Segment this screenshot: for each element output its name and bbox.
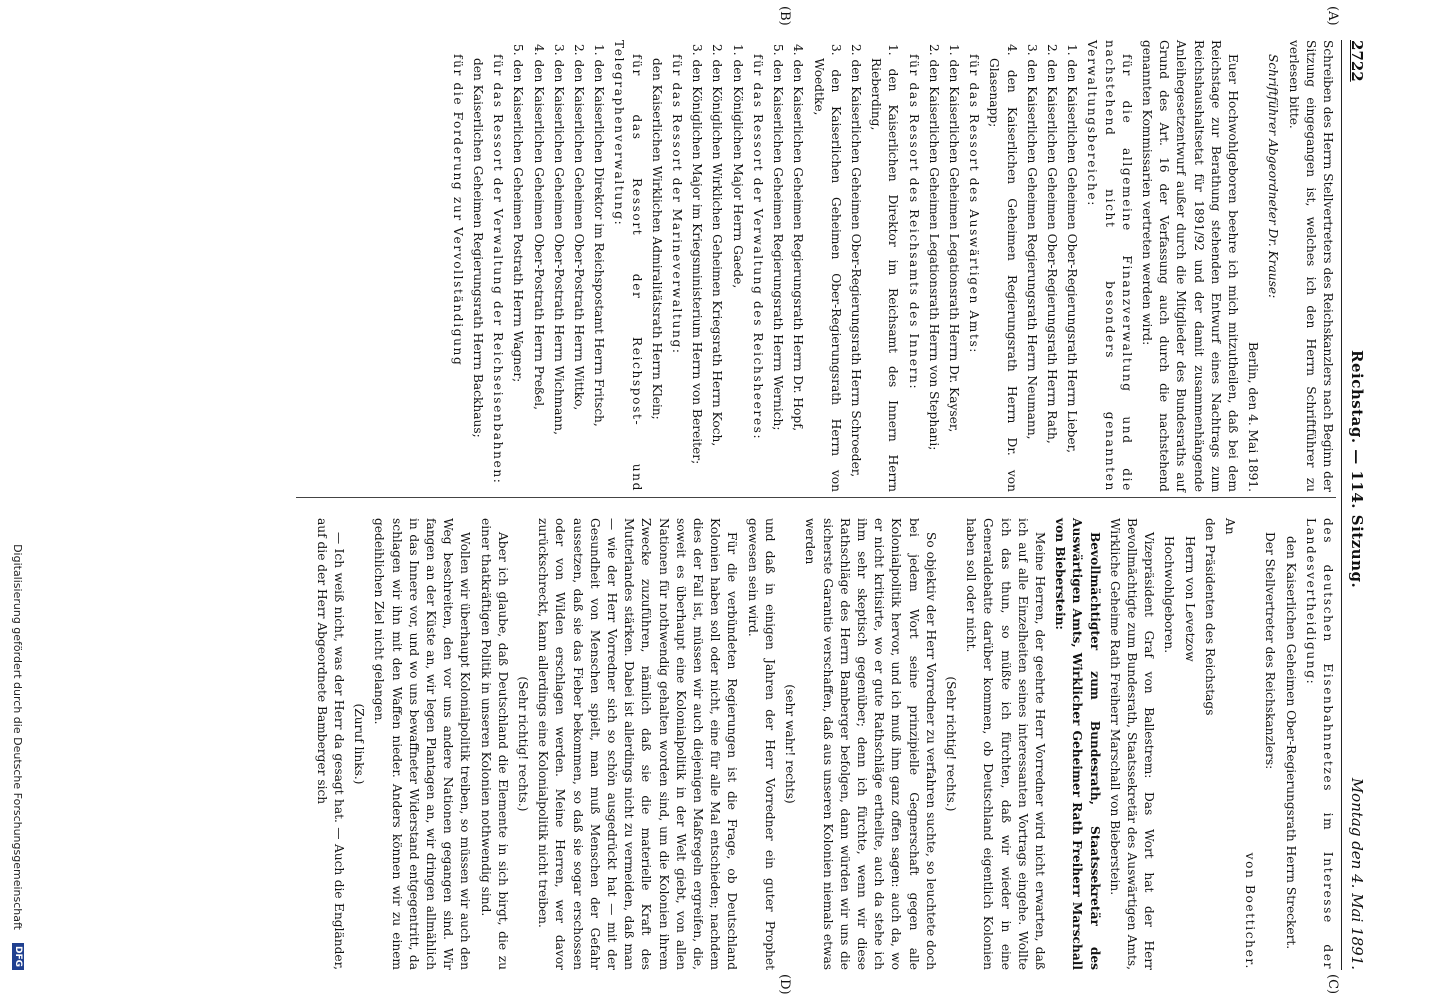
list-item: 2. den Königlichen Wirklichen Geheimen Kriegsrath Herrn Koch, [710,44,725,447]
speech-paragraph: Wollen wir überhaupt Kolonialpolitik treiben, so müssen wir auch den Weg beschreiten, den vor uns andere Nationen gegangen sind. Wir fangen an der Küste an, wir legen Plantagen an, wir dringen allmählich in das Innere vor, und wo uns bewaffneter Widerstand entgegentritt, da schlagen wir ihn mit den Waffen nieder. Anders können wir zu einem gedeihlichen Ziel nicht gelangen. [372,518,473,970]
section-continuation: des deutschen Eisenbahnnetzes im Interesse der Landesvertheidigung: [1303,518,1335,970]
list-item: 2. den Kaiserlichen Geheimen Ober-Postrath Herrn Wittko, [572,44,587,411]
list-item: 4. den Kaiserlichen Geheimen Ober-Postrath Herrn Preßel, [531,44,546,411]
list-item: 1. den Kaiserlichen Geheimen Legationsrath Herrn Dr. Kayser, [946,44,961,433]
page-header [1344,40,1366,970]
interjection: (Sehr richtig! rechts.) [943,676,958,812]
list-item: 2. den Kaiserlichen Geheimen Ober-Regierungsrath Herrn Rath, [1044,44,1059,444]
section-title: für die allgemeine Finanzverwaltung und die nachstehend nicht besonders genannten Verwaltungsbereiche: [1085,40,1134,492]
section-title: für das Ressort der Verwaltung der Reichseisenbahnen: [491,54,506,485]
section-title: für das Ressort der Marineverwaltung: [670,54,685,355]
letter-body: Euer Hochwohlgeboren beehre ich mich mitzutheilen, daß bei dem Reichstage zur Berathung stehenden Entwurf eines Nachtrags zum Reichshaushaltsetat für 1891/92 und der damit zusammenhängende Anleihegesetzentwurf außer durch die Mitglieder des Bundesraths auf Grund des Art. 16 der Verfassung auch durch die nachstehend genannten Kommissarien vertreten werden wird: [1139,40,1240,492]
page-footer [6,40,24,970]
section-title: für das Ressort der Verwaltung des Reichsheeres: [750,54,765,441]
signature-role: Der Stellvertreter des Reichskanzlers: [1263,532,1278,770]
page-number: 2722 [1348,40,1366,82]
list-item: 1. den Kaiserlichen Geheimen Ober-Regierungsrath Herrn Lieber, [1065,44,1080,453]
speech-paragraph: So objektiv der Herr Vorredner zu verfahren suchte, so leuchtete doch bei jedem Wort seine prinzipielle Gegnerschaft gegen alle Kolonialpolitik hervor, und ich muß ihm ganz offen sagen: auch da, wo er nicht kritisirte, wo er gute Rathschläge ertheilte, auch da stehe ich ihm sehr skeptisch gegenüber; denn ich fürchte, wenn wir diese Rathschläge des Herrn Bamberger befolgen, dann würden wir uns die sicherste Garantie verschaffen, daß aus unseren Kolonien niemals etwas werden [803,518,938,970]
interjection: (Zuruf links.) [352,703,367,785]
margin-marker-b: (B) [777,6,792,26]
margin-marker-c: (C) [1325,974,1340,995]
list-item: 2. den Kaiserlichen Geheimen Ober-Regierungsrath Herrn Schroeder, [848,44,863,478]
session-date: Montag den 4. Mai 1891. [1348,777,1366,970]
speaker-label: Bevollmächtigter zum Bundesrath, Staatssekretär des Auswärtigen Amts, Wirklicher Geheimer Rath Freiherr Marschall von Bieberstein: [1053,518,1102,970]
margin-marker-d: (D) [777,974,792,995]
list-item: 3. den Kaiserlichen Geheimen Ober-Regierungsrath Herrn von Woedtke, [811,44,843,492]
list-item: den Kaiserlichen Geheimen Regierungsrath Herrn Backhaus; [471,58,486,438]
speech-paragraph: Aber ich glaube, daß Deutschland die Elemente in sich birgt, die zu einer thatkräftigen Politik in unseren Kolonien nothwendig sind. [478,518,510,970]
speech-paragraph: und daß in einigen Jahren der Herr Vorredner ein guter Prophet gewesen sein wird. [745,518,777,970]
section-title: für das Ressort der Reichspost- und Telegraphenverwaltung: [612,40,644,492]
running-title: Reichstag. — 114. Sitzung. [1348,350,1366,589]
list-item: den Kaiserlichen Geheimen Ober-Regierungsrath Herrn Streckert. [1283,536,1298,950]
list-item: 1. den Königlichen Major Herrn Gaede, [730,44,745,289]
list-item: 3. den Kaiserlichen Geheimen Regierungsrath Herrn Neumann, [1024,44,1039,440]
letter-dateline: Berlin, den 4. Mai 1891. [1246,341,1261,492]
address-line: Hochwohlgeboren. [1162,536,1177,654]
dfg-logo: DFG [12,943,24,970]
signature-name: von Boetticher. [1243,852,1258,970]
interjection: (Sehr richtig! rechts.) [516,676,531,812]
speech-paragraph: Für die verbündeten Regierungen ist die Frage, ob Deutschland Kolonien haben soll oder nicht, eine für alle Mal entschieden; nachdem dies der Fall ist, müssen wir auch diejenigen Maßregeln ergreifen, die, soweit es überhaupt eine Kolonialpolitik in der Welt giebt, von allen Nationen für nothwendig gehalten worden sind, um die Kolonien ihrem Zwecke zuzuführen, nämlich daß sie die materielle Kraft des Mutterlandes stärken. Dabei ist allerdings nicht zu vermeiden, daß man — wie der Herr Vorredner sich so schön ausgedrückt hat — mit der Gesundheit von Menschen spielt, man muß Menschen der Gefahr aussetzen, daß sie das Fieber bekommen, so daß sie sogar erschossen oder von Wilden erschlagen werden. Meine Herren, wer davor zurückschreckt, kann allerdings eine Kolonialpolitik nicht treiben. [536,518,740,970]
speech-paragraph: Meine Herren, der geehrte Herr Vorredner wird nicht erwarten, daß ich auf alle Einzelheiten seines interessanten Vortrags eingehe. Wollte ich das thun, so müßte ich fürchten, daß wir wieder in eine Generaldebatte darüber kommen, ob Deutschland eigentlich Kolonien haben soll oder nicht. [964,518,1047,970]
list-item: 3. den Kaiserlichen Geheimen Ober-Postrath Herrn Wichmann, [551,44,566,435]
address-line: An [1222,518,1237,535]
list-item: 4. den Kaiserlichen Geheimen Regierungsrath Herrn Dr. Hopf, [791,44,806,432]
address-line: Herrn von Levetzow [1182,536,1197,662]
list-item: 2. den Kaiserlichen Geheimen Legationsrath Herrn von Stephani; [926,44,941,451]
list-item: 4. den Kaiserlichen Geheimen Regierungsrath Herrn Dr. von Glasenapp; [987,44,1019,492]
address-line: den Präsidenten des Reichstags [1202,518,1217,716]
funding-credit: Digitalisierung gefördert durch die Deutsche Forschungsgemeinschaft [11,544,24,930]
intro-paragraph: Schreiben des Herrn Stellvertreters des Reichskanzlers nach Beginn der Sitzung eingegangen ist, welches ich den Herrn Schriftführer zu verlesen bitte. [1286,40,1335,492]
list-item: 5. den Kaiserlichen Geheimen Postrath Herrn Wagner; [511,44,526,383]
margin-marker-a: (A) [1325,6,1340,26]
speaker-label: Schriftführer Abgeordneter Dr. Krause: [1266,54,1281,299]
column-divider [296,497,1336,498]
interjection: (sehr wahr! rechts) [783,684,798,804]
section-title: für die Forderung zur Vervollständigung [450,54,465,367]
list-item: den Kaiserlichen Wirklichen Admiralitätsrath Herrn Klein; [649,58,664,420]
left-column [446,40,1336,492]
list-item: 1. den Kaiserlichen Direktor im Reichspostamt Herrn Fritsch, [592,44,607,427]
section-title: für das Ressort des Auswärtigen Amts: [967,54,982,355]
section-title: für das Ressort des Reichsamts des Innern: [906,54,921,391]
list-item: 3. den Königlichen Major im Kriegsministerium Herrn von Bereiter; [690,44,705,465]
speech-paragraph: Vizepräsident Graf von Ballestrem: Das Wort hat der Herr Bevollmächtigte zum Bundesrath, Staatssekretär des Auswärtigen Amts, Wirkliche Geheime Rath Freiherr Marschall von Bieberstein. [1107,518,1157,970]
speech-paragraph: — Ich weiß nicht, was der Herr da gesagt hat. — Auch die Engländer, auf die der Herr Abgeordnete Bamberger sich [314,518,347,970]
header-rule [1341,40,1342,970]
list-item: 5. den Kaiserlichen Geheimen Regierungsrath Herrn Wernich; [771,44,786,431]
right-column [310,518,1336,970]
list-item: 1. den Kaiserlichen Direktor im Reichsamt des Innern Herrn Rieberding, [869,44,901,492]
